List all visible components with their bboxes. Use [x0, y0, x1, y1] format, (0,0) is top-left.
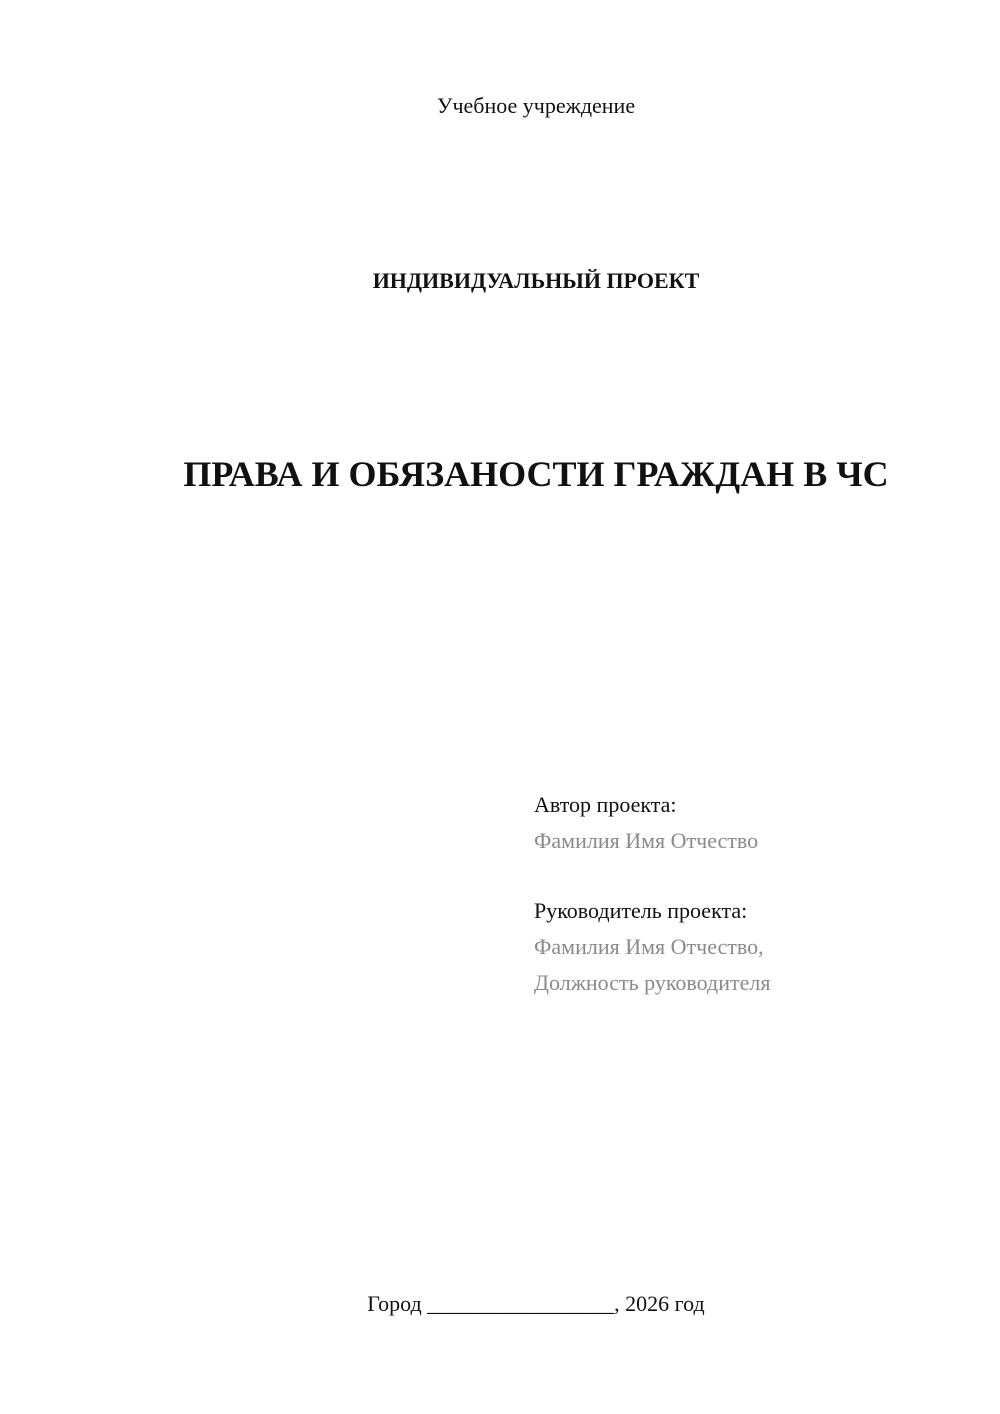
supervisor-label: Руководитель проекта: [534, 898, 748, 923]
city-year-line: Город _________________, 2026 год [367, 1291, 705, 1316]
institution-name: Учебное учреждение [436, 93, 636, 118]
document-title: ПРАВА И ОБЯЗАНОСТИ ГРАЖДАН В ЧС [183, 454, 889, 494]
supervisor-name: Фамилия Имя Отчество, [534, 934, 764, 959]
supervisor-position: Должность руководителя [534, 970, 771, 995]
project-info-block [534, 787, 954, 1001]
author-label: Автор проекта: [534, 792, 677, 817]
info-spacer [534, 859, 954, 893]
document-type-heading: ИНДИВИДУАЛЬНЫЙ ПРОЕКТ [372, 268, 700, 293]
author-name: Фамилия Имя Отчество [534, 828, 759, 853]
